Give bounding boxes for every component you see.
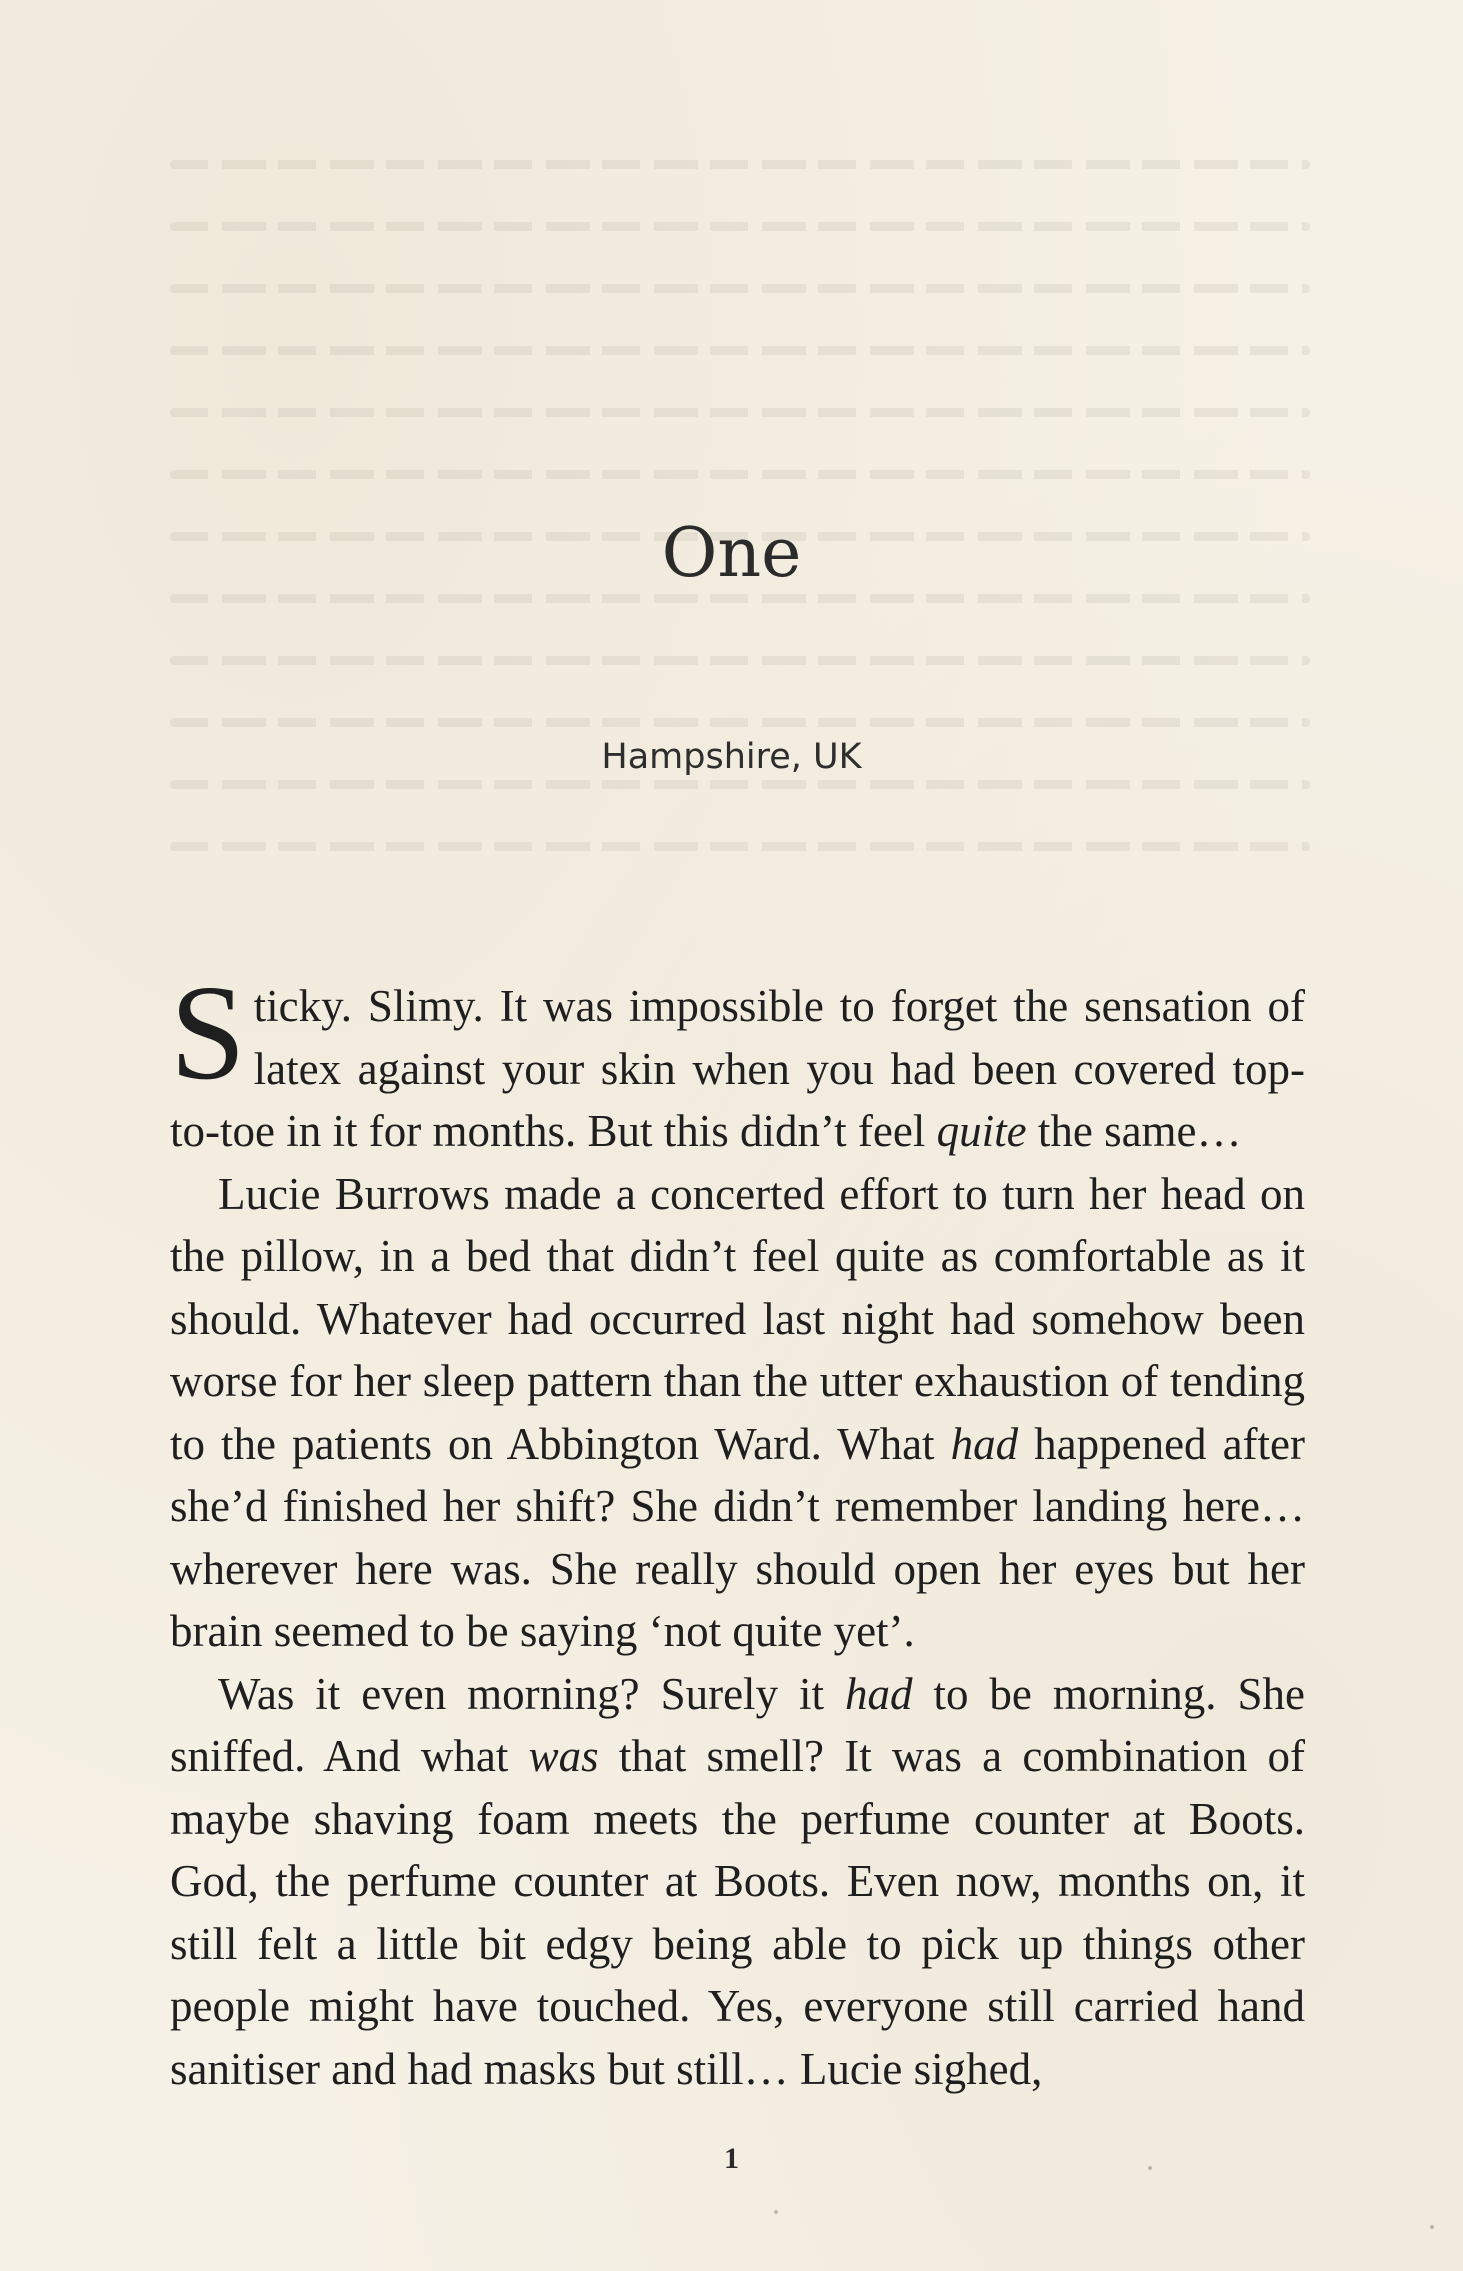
paragraph-2	[170, 1163, 1305, 1663]
paragraph-2-text: Lucie Burrows made a concerted effort to turn her head on the pillow, in a bed that didn’t feel quite as comfortable as it should. Whatever had occurred last night had somehow been worse for her sleep pattern than the utter exhaustion of tending to the patients on Abbington Ward. What	[170, 1168, 1305, 1469]
paper-speck	[1148, 2166, 1152, 2170]
chapter-location: Hampshire, UK	[601, 737, 862, 777]
page-number: 1	[724, 2142, 739, 2175]
paragraph-1-text-end: the same…	[1026, 1106, 1242, 1156]
paper-speck	[774, 2210, 778, 2214]
emphasis-had: had	[950, 1418, 1019, 1469]
emphasis-had-2: had	[844, 1668, 913, 1719]
paragraph-1	[170, 958, 1305, 1163]
paragraph-3-text: Was it even morning? Surely it	[218, 1668, 845, 1719]
emphasis-was: was	[528, 1731, 599, 1781]
drop-cap: S	[170, 958, 246, 1108]
paragraph-1-text: ticky. Slimy. It was impossible to forget the sensation of latex against your skin when you had been covered top-to-toe in it for months. But this didn’t feel	[170, 981, 1305, 1156]
paragraph-3	[170, 1663, 1305, 2101]
body-text	[170, 958, 1306, 2100]
paragraph-3-text-end: that smell? It was a combination of maybe shaving foam meets the perfume counter at Boots. God, the perfume counter at Boots. Even now, months on, it still felt a little bit edgy being able to pick up things other people might have touched. Yes, everyone still carried hand sanitiser and had masks but still… Lucie sighed,	[170, 1731, 1305, 2094]
chapter-title: One	[661, 514, 802, 593]
paragraph-2-text-end: happened after she’d finished her shift? She didn’t remember landing here… wherever here was. She really should open her eyes but her brain seemed to be saying ‘not quite yet’.	[170, 1418, 1305, 1656]
emphasis-quite: quite	[936, 1106, 1027, 1156]
paragraph-3-text-mid: to be morning. She sniffed. And what	[170, 1668, 1306, 1781]
paper-speck	[1430, 2225, 1434, 2229]
